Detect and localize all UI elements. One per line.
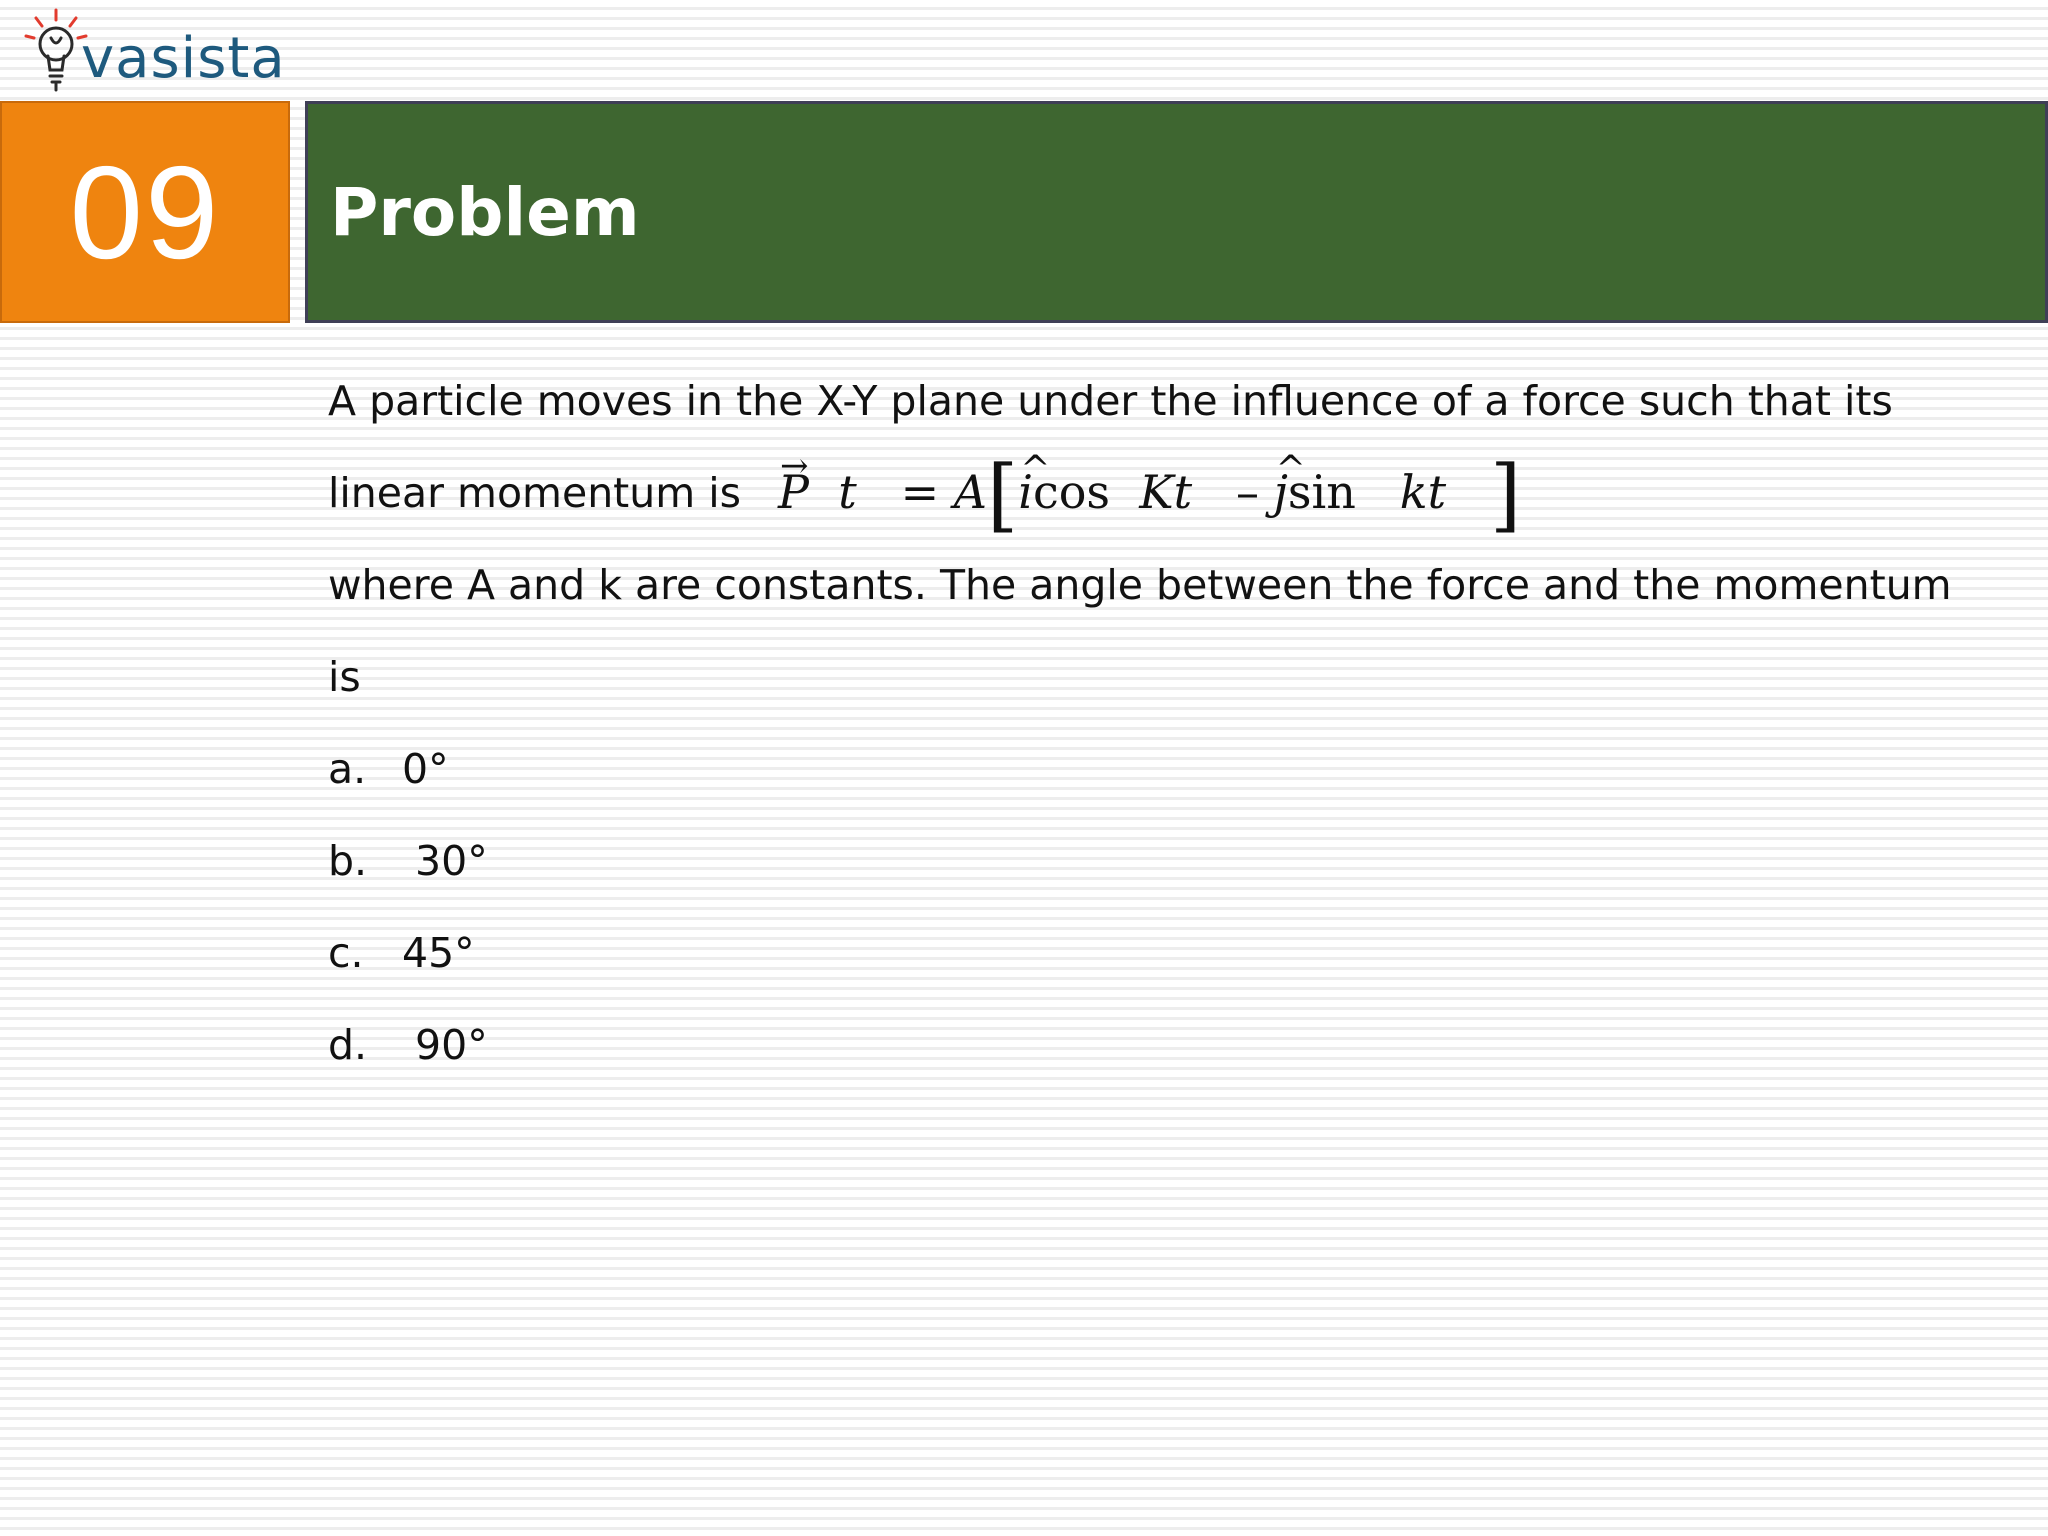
- minus-sign: –: [1236, 465, 1259, 519]
- option-label: a.: [328, 745, 367, 793]
- vasista-logo: [18, 4, 288, 96]
- j-unit-vector: ^ j: [1274, 446, 1288, 538]
- option-label: c.: [328, 929, 364, 977]
- problem-number-badge: [0, 101, 290, 323]
- option-value: 0°: [402, 745, 449, 793]
- problem-body: [328, 355, 2028, 1091]
- cos-function: cos: [1032, 465, 1111, 519]
- equals-sign: =: [900, 465, 940, 519]
- answer-option-b[interactable]: [328, 815, 2028, 907]
- title-banner: [305, 101, 2048, 323]
- problem-line-1: A particle moves in the X-Y plane under the influence of a force such that its: [328, 377, 1893, 425]
- momentum-prefix: linear momentum is: [328, 469, 741, 517]
- answer-option-a[interactable]: [328, 723, 2028, 815]
- lightbulb-icon: [18, 4, 88, 94]
- sin-function: sin: [1287, 465, 1356, 519]
- option-label: d.: [328, 1021, 368, 1069]
- left-bracket: [: [987, 448, 1019, 541]
- cos-argument: Kt: [1139, 465, 1193, 519]
- problem-line-3: where A and k are constants. The angle between the force and the momentum: [328, 561, 1952, 609]
- right-bracket: ]: [1489, 448, 1522, 541]
- sin-argument: kt: [1399, 465, 1447, 519]
- problem-line-4: is: [328, 653, 361, 701]
- momentum-vector-symbol: → P: [778, 446, 809, 538]
- problem-line-2: [328, 447, 2028, 539]
- i-unit-vector: ^ i: [1018, 446, 1033, 538]
- logo-text: vasista: [81, 26, 286, 91]
- answer-option-c[interactable]: [328, 907, 2028, 999]
- time-argument: t: [838, 465, 857, 519]
- option-value: 90°: [415, 1021, 488, 1069]
- problem-number: 09: [69, 138, 221, 286]
- amplitude-constant: A: [953, 465, 987, 519]
- answer-option-d[interactable]: [328, 999, 2028, 1091]
- option-value: 45°: [402, 929, 475, 977]
- option-value: 30°: [415, 837, 488, 885]
- momentum-formula: [778, 446, 1522, 541]
- page-title: Problem: [330, 173, 640, 251]
- option-label: b.: [328, 837, 368, 885]
